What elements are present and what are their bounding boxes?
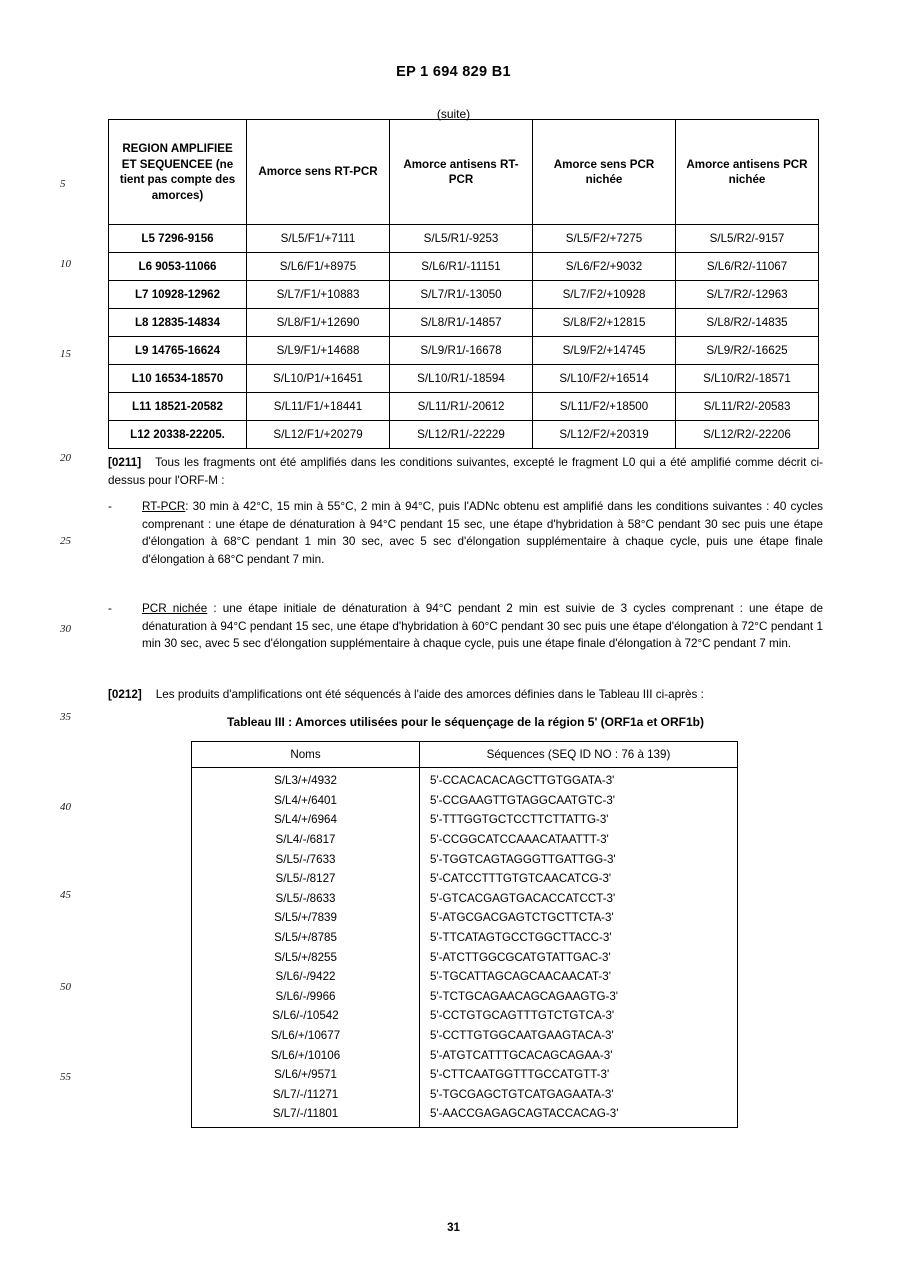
table-row: [192, 967, 738, 987]
primer-cell: S/L8/R1/-14857: [390, 309, 533, 337]
table-row: [192, 849, 738, 869]
primer-sequence-cell: 5'-TGGTCAGTAGGGTTGATTGG-3': [420, 849, 738, 869]
table-row: [192, 889, 738, 909]
line-number: 30: [60, 623, 71, 635]
table-row: [192, 1045, 738, 1065]
table-row: [192, 791, 738, 811]
primer-sequence-cell: 5'-TGCGAGCTGTCATGAGAATA-3': [420, 1085, 738, 1105]
line-number: 20: [60, 452, 71, 464]
line-number: 45: [60, 889, 71, 901]
table-sequencing-primers: [191, 741, 738, 1128]
bullet-nested-pcr: [108, 600, 823, 653]
primer-cell: S/L8/F1/+12690: [247, 309, 390, 337]
line-number-gutter: [0, 0, 100, 1280]
table-row: [109, 225, 819, 253]
primer-cell: S/L11/F1/+18441: [247, 393, 390, 421]
paragraph-0211: [108, 454, 823, 489]
line-number: 40: [60, 801, 71, 813]
column-header-sequences: Séquences (SEQ ID NO : 76 à 139): [420, 742, 738, 768]
primer-name-cell: S/L5/+/8255: [192, 947, 420, 967]
line-number: 35: [60, 711, 71, 723]
bullet-body-nested-pcr: : une étape initiale de dénaturation à 94°C pendant 2 min est suivie de 3 cycles comprenant : une étape de dénaturation à 94°C pendant 15 sec, une étape d'hybridation à 60°C pendant 30 sec puis une étape d'élongation à 72°C pendant 1 min 30 sec, avec 5 sec d'élongation supplémentaire à chaque cycle, puis une étape finale d'élongation à 72°C pendant 7 min.: [142, 602, 823, 651]
table-row: [192, 987, 738, 1007]
primer-sequence-cell: 5'-TTTGGTGCTCCTTCTTATTG-3': [420, 810, 738, 830]
region-cell: L7 10928-12962: [109, 281, 247, 309]
primer-cell: S/L7/F1/+10883: [247, 281, 390, 309]
primer-sequence-cell: 5'-ATGCGACGAGTCTGCTTCTA-3': [420, 908, 738, 928]
primer-name-cell: S/L5/-/7633: [192, 849, 420, 869]
primer-name-cell: S/L4/+/6964: [192, 810, 420, 830]
line-number: 15: [60, 348, 71, 360]
table-row: [109, 421, 819, 449]
region-cell: L9 14765-16624: [109, 337, 247, 365]
line-number: 5: [60, 178, 66, 190]
primer-sequence-cell: 5'-CATCCTTTGTGTCAACATCG-3': [420, 869, 738, 889]
paragraph-number: [0212]: [108, 688, 142, 701]
primer-sequence-cell: 5'-CCGGCATCCAAACATAATTT-3': [420, 830, 738, 850]
primer-cell: S/L12/F1/+20279: [247, 421, 390, 449]
primer-cell: S/L6/F1/+8975: [247, 253, 390, 281]
table-amplified-regions: [108, 119, 819, 449]
line-number: 25: [60, 535, 71, 547]
primer-name-cell: S/L6/-/9966: [192, 987, 420, 1007]
column-header-antisense-nested: Amorce antisens PCR nichée: [676, 120, 819, 225]
column-header-antisense-rtpcr: Amorce antisens RT-PCR: [390, 120, 533, 225]
region-cell: L5 7296-9156: [109, 225, 247, 253]
primer-cell: S/L10/F2/+16514: [533, 365, 676, 393]
paragraph-0212: [108, 686, 823, 704]
primer-cell: S/L8/F2/+12815: [533, 309, 676, 337]
primer-name-cell: S/L7/-/11801: [192, 1104, 420, 1127]
primer-name-cell: S/L3/+/4932: [192, 768, 420, 791]
primer-name-cell: S/L6/-/10542: [192, 1006, 420, 1026]
primer-cell: S/L9/R2/-16625: [676, 337, 819, 365]
primer-name-cell: S/L6/+/9571: [192, 1065, 420, 1085]
primer-name-cell: S/L5/-/8127: [192, 869, 420, 889]
primer-sequence-cell: 5'-CCGAAGTTGTAGGCAATGTC-3': [420, 791, 738, 811]
table-row: [192, 869, 738, 889]
table-row: [109, 309, 819, 337]
page-number: 31: [447, 1222, 460, 1234]
primer-name-cell: S/L4/+/6401: [192, 791, 420, 811]
line-number: 55: [60, 1071, 71, 1083]
column-header-sense-rtpcr: Amorce sens RT-PCR: [247, 120, 390, 225]
column-header-region: REGION AMPLIFIEE ET SEQUENCEE (ne tient pas compte des amorces): [109, 120, 247, 225]
primer-sequence-cell: 5'-CCTTGTGGCAATGAAGTACA-3': [420, 1026, 738, 1046]
primer-cell: S/L9/F1/+14688: [247, 337, 390, 365]
primer-sequence-cell: 5'-CCTGTGCAGTTTGTCTGTCA-3': [420, 1006, 738, 1026]
paragraph-text: Tous les fragments ont été amplifiés dans les conditions suivantes, excepté le fragment L0 qui a été amplifié comme décrit ci-dessus pour l'ORF-M :: [108, 456, 823, 487]
table-header-row: [109, 120, 819, 225]
table-row: [109, 281, 819, 309]
primer-cell: S/L6/F2/+9032: [533, 253, 676, 281]
bullet-term-nested-pcr: PCR nichée: [142, 602, 208, 615]
table-row: [192, 1085, 738, 1105]
primer-cell: S/L7/R1/-13050: [390, 281, 533, 309]
bullet-term-rtpcr: RT-PCR: [142, 500, 186, 513]
primer-name-cell: S/L6/-/9422: [192, 967, 420, 987]
primer-name-cell: S/L5/+/8785: [192, 928, 420, 948]
primer-name-cell: S/L5/+/7839: [192, 908, 420, 928]
primer-cell: S/L5/R1/-9253: [390, 225, 533, 253]
table-row: [192, 768, 738, 791]
bullet-body-rtpcr: : 30 min à 42°C, 15 min à 55°C, 2 min à 94°C, puis l'ADNc obtenu est amplifié dans les conditions suivantes : 40 cycles comprenant : une étape de dénaturation à 94°C pendant 15 sec, une étape d'hybridation à 58°C pendant 30 sec puis une étape d'élongation à 68°C pendant 1 min 30 sec, avec 5 sec d'élongation supplémentaire à chaque cycle, puis une étape finale d'élongation à 68°C pendant 7 min.: [142, 500, 823, 566]
primer-cell: S/L10/R1/-18594: [390, 365, 533, 393]
line-number: 50: [60, 981, 71, 993]
primer-cell: S/L10/P1/+16451: [247, 365, 390, 393]
table-row: [192, 1006, 738, 1026]
primer-cell: S/L12/R2/-22206: [676, 421, 819, 449]
region-cell: L10 16534-18570: [109, 365, 247, 393]
primer-name-cell: S/L4/-/6817: [192, 830, 420, 850]
primer-name-cell: S/L5/-/8633: [192, 889, 420, 909]
primer-cell: S/L6/R1/-11151: [390, 253, 533, 281]
table-row: [109, 253, 819, 281]
region-cell: L12 20338-22205.: [109, 421, 247, 449]
table-row: [192, 830, 738, 850]
primer-sequence-cell: 5'-ATGTCATTTGCACAGCAGAA-3': [420, 1045, 738, 1065]
primer-sequence-cell: 5'-CCACACACAGCTTGTGGATA-3': [420, 768, 738, 791]
primer-cell: S/L8/R2/-14835: [676, 309, 819, 337]
primer-cell: S/L5/F1/+7111: [247, 225, 390, 253]
region-cell: L6 9053-11066: [109, 253, 247, 281]
table-row: [192, 810, 738, 830]
primer-sequence-cell: 5'-AACCGAGAGCAGTACCACAG-3': [420, 1104, 738, 1127]
region-cell: L11 18521-20582: [109, 393, 247, 421]
primer-cell: S/L7/R2/-12963: [676, 281, 819, 309]
table-row: [192, 908, 738, 928]
table-row: [192, 1065, 738, 1085]
page-title: EP 1 694 829 B1: [396, 64, 511, 80]
primer-cell: S/L6/R2/-11067: [676, 253, 819, 281]
primer-cell: S/L5/F2/+7275: [533, 225, 676, 253]
line-number: 10: [60, 258, 71, 270]
primer-cell: S/L11/R2/-20583: [676, 393, 819, 421]
primer-cell: S/L12/R1/-22229: [390, 421, 533, 449]
paragraph-text: Les produits d'amplifications ont été séquencés à l'aide des amorces définies dans le Tableau III ci-après :: [155, 688, 704, 701]
bullet-dash-icon: -: [108, 500, 112, 513]
primer-cell: S/L12/F2/+20319: [533, 421, 676, 449]
table-row: [109, 337, 819, 365]
paragraph-number: [0211]: [108, 456, 142, 469]
primer-name-cell: S/L6/+/10677: [192, 1026, 420, 1046]
primer-sequence-cell: 5'-TCTGCAGAACAGCAGAAGTG-3': [420, 987, 738, 1007]
continuation-label: (suite): [436, 107, 471, 121]
primer-cell: S/L7/F2/+10928: [533, 281, 676, 309]
table-row: [192, 928, 738, 948]
primer-sequence-cell: 5'-TGCATTAGCAGCAACAACAT-3': [420, 967, 738, 987]
table-row: [192, 1104, 738, 1127]
primer-cell: S/L10/R2/-18571: [676, 365, 819, 393]
bullet-rtpcr: [108, 498, 823, 568]
bullet-dash-icon: -: [108, 602, 112, 615]
primer-cell: S/L11/R1/-20612: [390, 393, 533, 421]
table-row: [192, 947, 738, 967]
primer-sequence-cell: 5'-GTCACGAGTGACACCATCCT-3': [420, 889, 738, 909]
table-row: [109, 365, 819, 393]
primer-name-cell: S/L6/+/10106: [192, 1045, 420, 1065]
primer-sequence-cell: 5'-ATCTTGGCGCATGTATTGAC-3': [420, 947, 738, 967]
primer-name-cell: S/L7/-/11271: [192, 1085, 420, 1105]
primer-sequence-cell: 5'-TTCATAGTGCCTGGCTTACC-3': [420, 928, 738, 948]
primer-cell: S/L5/R2/-9157: [676, 225, 819, 253]
table-row: [192, 1026, 738, 1046]
primer-cell: S/L9/F2/+14745: [533, 337, 676, 365]
primer-cell: S/L11/F2/+18500: [533, 393, 676, 421]
table-caption-tableau-iii: Tableau III : Amorces utilisées pour le séquençage de la région 5' (ORF1a et ORF1b): [227, 715, 704, 729]
primer-cell: S/L9/R1/-16678: [390, 337, 533, 365]
table-row: [109, 393, 819, 421]
table-body: [109, 225, 819, 449]
column-header-noms: Noms: [192, 742, 420, 768]
region-cell: L8 12835-14834: [109, 309, 247, 337]
column-header-sense-nested: Amorce sens PCR nichée: [533, 120, 676, 225]
primer-sequence-cell: 5'-CTTCAATGGTTTGCCATGTT-3': [420, 1065, 738, 1085]
table-header-row: [192, 742, 738, 768]
table-body: [192, 768, 738, 1128]
